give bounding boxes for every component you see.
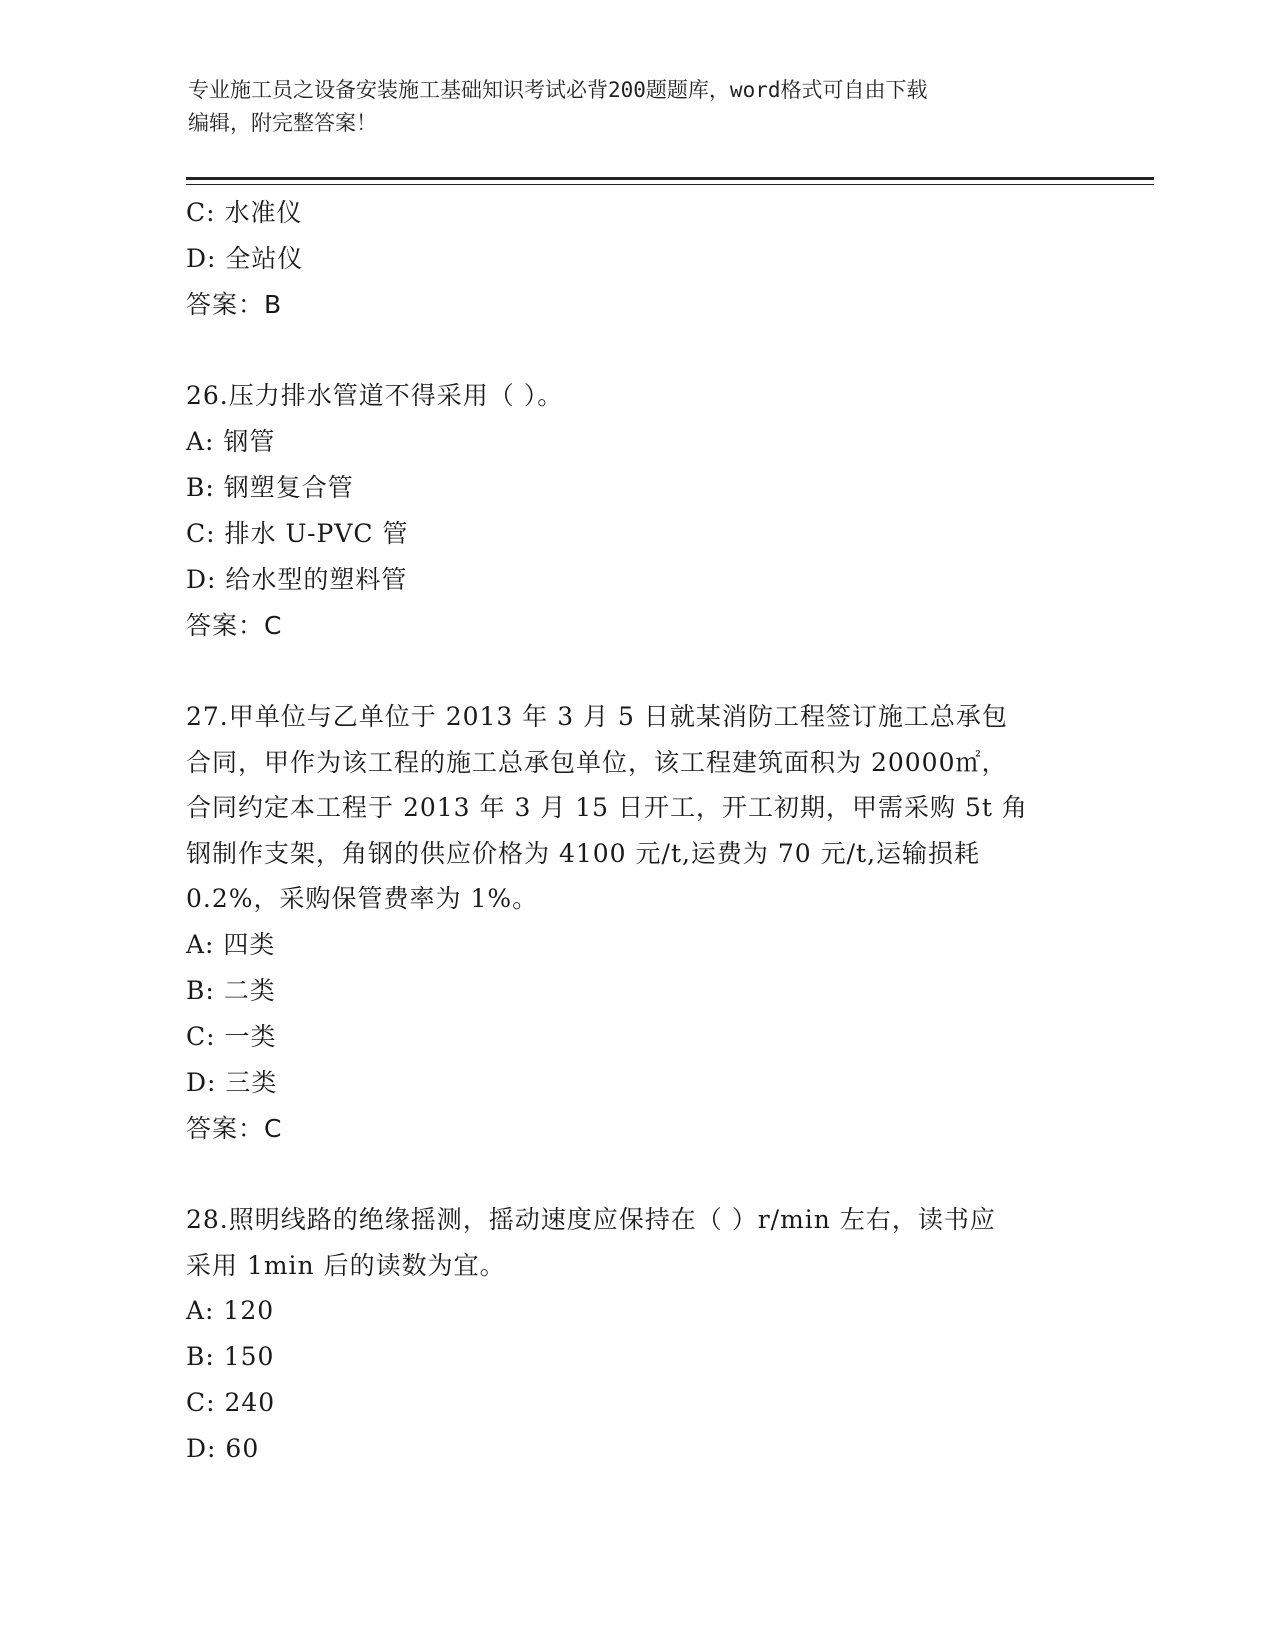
question-line: 0.2%，采购保管费率为 1%。 <box>186 884 539 914</box>
question-text <box>186 694 1086 922</box>
option-b: B: 钢塑复合管 <box>186 473 354 502</box>
option-c: C: 排水 U-PVC 管 <box>186 519 409 548</box>
answer-line: 答案：C <box>186 1113 283 1143</box>
option-d: D: 三类 <box>186 1067 278 1097</box>
question-line: 采用 1min 后的读数为宜。 <box>186 1250 506 1280</box>
question-text: 26.压力排水管道不得采用（ ）。 <box>186 381 564 410</box>
header-line-1: 专业施工员之设备安装施工基础知识考试必背200题题库，word格式可自由下载 <box>188 78 928 102</box>
option-c: C: 水准仪 <box>186 198 303 227</box>
header-divider-thin <box>186 184 1154 185</box>
header-divider-thick <box>186 177 1154 180</box>
question-25-tail <box>186 190 1086 328</box>
question-27 <box>186 694 1086 1152</box>
question-line: 27.甲单位与乙单位于 2013 年 3 月 5 日就某消防工程签订施工总承包 <box>186 702 1008 731</box>
answer-line: 答案：B <box>186 290 283 319</box>
question-line: 合同约定本工程于 2013 年 3 月 15 日开工，开工初期，甲需采购 5t 角 <box>186 793 1028 823</box>
document-body <box>186 190 1086 1472</box>
option-d: D: 给水型的塑料管 <box>186 565 408 594</box>
option-a: A: 120 <box>186 1296 275 1326</box>
question-28 <box>186 1197 1086 1472</box>
header-line-2: 编辑，附完整答案！ <box>188 111 377 135</box>
option-a: A: 钢管 <box>186 427 276 456</box>
question-line: 钢制作支架，角钢的供应价格为 4100 元/t,运费为 70 元/t,运输损耗 <box>186 838 981 868</box>
document-header <box>188 74 1088 140</box>
answer-line: 答案：C <box>186 611 283 640</box>
option-a: A: 四类 <box>186 929 276 959</box>
option-b: B: 150 <box>186 1342 275 1372</box>
option-d: D: 60 <box>186 1434 260 1464</box>
spacer <box>186 328 1086 373</box>
option-d: D: 全站仪 <box>186 244 304 273</box>
option-c: C: 240 <box>186 1388 276 1418</box>
question-26 <box>186 373 1086 649</box>
spacer <box>186 1152 1086 1197</box>
question-text <box>186 1197 1086 1288</box>
question-line: 28.照明线路的绝缘摇测，摇动速度应保持在（ ）r/min 左右，读书应 <box>186 1204 996 1234</box>
option-c: C: 一类 <box>186 1021 277 1051</box>
spacer <box>186 649 1086 694</box>
question-line: 合同，甲作为该工程的施工总承包单位，该工程建筑面积为 20000㎡， <box>186 747 1008 777</box>
option-b: B: 二类 <box>186 975 276 1005</box>
